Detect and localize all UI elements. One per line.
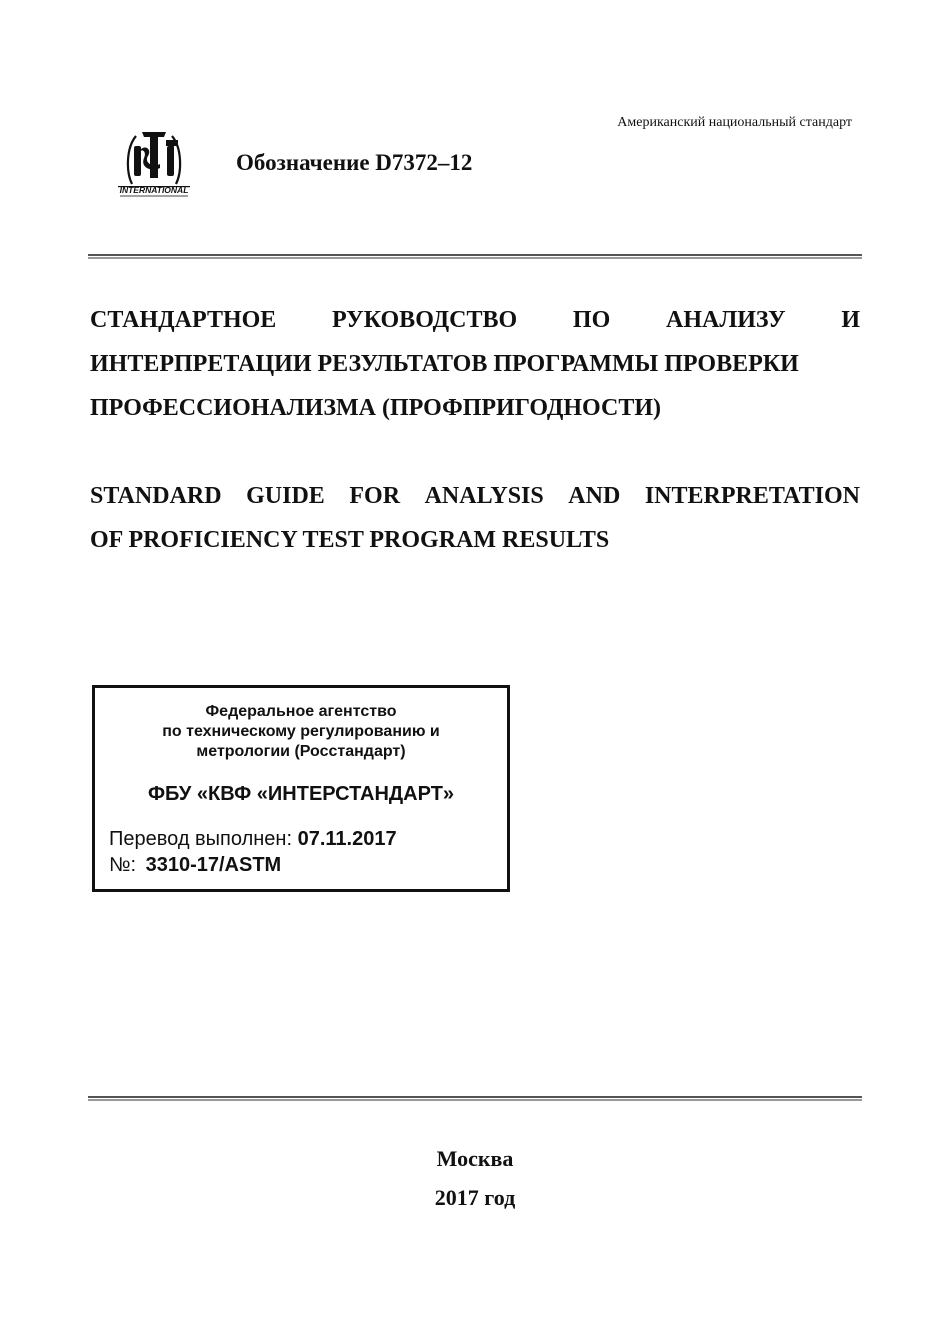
title-en-word: INTERPRETATION <box>644 483 860 509</box>
stamp-organization: ФБУ «КВФ «ИНТЕРСТАНДАРТ» <box>147 783 455 805</box>
standard-note: Американский национальный стандарт <box>617 115 852 130</box>
title-russian <box>90 306 860 438</box>
footer-city: Москва <box>436 1146 514 1171</box>
title-ru-word: И <box>841 307 860 333</box>
stamp-agency-line: метрологии (Росстандарт) <box>196 743 406 760</box>
title-en-word: GUIDE <box>246 483 325 509</box>
title-ru-line-2: ИНТЕРПРЕТАЦИИ РЕЗУЛЬТАТОВ ПРОГРАММЫ ПРОВЕРКИ <box>90 351 799 377</box>
stamp-agency <box>95 702 507 762</box>
document-designation: Обозначение D7372–12 <box>236 150 473 175</box>
title-en-line-2: OF PROFICIENCY TEST PROGRAM RESULTS <box>90 527 610 553</box>
stamp-agency-line: Федеральное агентство <box>205 703 397 720</box>
title-ru-word: АНАЛИЗУ <box>666 307 786 333</box>
title-en-word: AND <box>568 483 621 509</box>
title-en-word: FOR <box>349 483 401 509</box>
bottom-divider <box>88 1096 862 1101</box>
footer-year: 2017 год <box>434 1185 516 1210</box>
title-english <box>90 482 860 570</box>
logo-text: INTERNATIONAL <box>119 185 189 195</box>
translation-stamp <box>92 685 510 892</box>
title-ru-line-1 <box>90 306 860 350</box>
title-en-word: STANDARD <box>90 483 222 509</box>
number-value: 3310-17/ASTM <box>145 854 282 876</box>
title-ru-word: РУКОВОДСТВО <box>332 307 518 333</box>
stamp-translation-row <box>109 828 397 851</box>
title-en-line-1 <box>90 482 860 526</box>
top-divider <box>88 254 862 259</box>
title-ru-word: ПО <box>572 307 611 333</box>
title-ru-line-3: ПРОФЕССИОНАЛИЗМА (ПРОФПРИГОДНОСТИ) <box>90 395 662 421</box>
number-label: №: <box>109 854 137 876</box>
astm-logo <box>112 126 196 200</box>
translation-date: 07.11.2017 <box>297 828 397 850</box>
stamp-number-row <box>109 854 281 877</box>
title-ru-word: СТАНДАРТНОЕ <box>90 307 277 333</box>
astm-logo-icon <box>112 126 196 200</box>
title-en-word: ANALYSIS <box>424 483 544 509</box>
stamp-agency-line: по техническому регулированию и <box>162 723 440 740</box>
translation-label: Перевод выполнен: <box>109 828 293 850</box>
